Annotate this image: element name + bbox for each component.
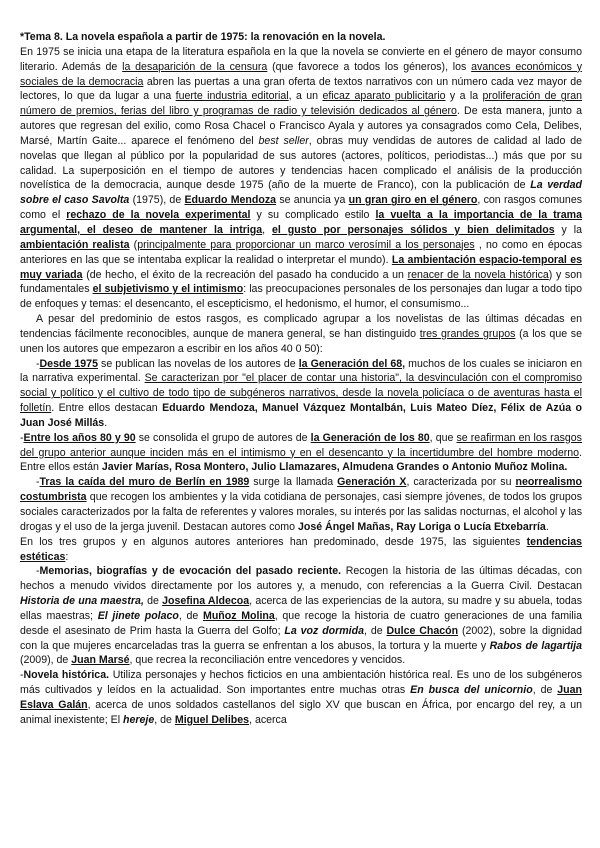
document-title: *Tema 8. La novela española a partir de 1975: la renovación en la novela. <box>20 31 386 43</box>
paragraph-group-generation-68 <box>20 357 582 431</box>
paragraph-intro <box>20 45 582 312</box>
text-run: Memorias, biografías y de evocación del pasado reciente. <box>39 565 342 578</box>
text-run: y a la <box>445 90 483 103</box>
text-run: (que favorece a todos los géneros), los <box>267 60 472 73</box>
text-run: , a un <box>288 90 323 103</box>
text-run: Novela histórica. <box>23 669 110 682</box>
text-run: , de <box>364 624 387 637</box>
text-run: . Entre ellos destacan <box>51 402 163 415</box>
text-run: Dulce Chacón <box>386 624 459 637</box>
text-run: , de <box>178 609 203 622</box>
text-run: Juan Marsé <box>71 654 130 667</box>
text-run: La voz dormida <box>284 624 364 637</box>
text-run: , de <box>532 684 558 697</box>
text-run: , obras muy vendidas de autores de calidad al lado de novelas que llegan al público por la popularidad de sus autores (actores, políticos, periodistas...) más que por su calidad. La superposición en el tiempo de autores y tendencias hacen complicado el análisis de la producción novelística de la democracia, aunque desde 1975 (año de la muerte de Franco), con la publicación de <box>20 134 583 192</box>
text-run: surge la llamada <box>249 476 338 489</box>
text-run: la Generación de los 80 <box>310 431 430 444</box>
text-run: que recogen los ambientes y la vida cotidiana de personajes, casi siempre jóvenes, de todos los grupos sociales caracterizados por la falta de referentes y valores morales, su interés por las salidas nocturnas, el alcohol y las drogas y el uso de la jerga juvenil. Destacan autores como <box>20 491 582 533</box>
text-run: y su complicado estilo <box>250 209 376 222</box>
text-run: . Entre ellos están <box>20 446 582 474</box>
text-run: ) y son fundamentales <box>20 268 583 296</box>
paragraph-trend-novela-historica <box>20 668 582 727</box>
text-run: se anuncia ya <box>276 194 349 207</box>
paragraph-groups-intro <box>20 312 582 357</box>
text-run: , que recrea la reconciliación entre vencedores y vencidos. <box>129 654 406 667</box>
text-run: , con rasgos comunes como el <box>20 194 583 222</box>
text-run: la vuelta a la importancia de la trama argumental, el deseo de mantener la intriga <box>20 209 582 236</box>
text-run: ambientación realista <box>20 238 130 251</box>
text-run: Se caracterizan por "el placer de contar una historia", la desvinculación con el compromiso social y político y el cultivo de todo tipo de subgéneros narrativos, desde la novela policíaca o de aventuras hasta el folletín <box>20 372 582 415</box>
text-run: rechazo de la novela experimental <box>66 209 251 222</box>
text-run: un gran giro en el género <box>348 194 478 207</box>
text-run: (a los que se unen los autores que empezaron a escribir en los años 40 0 50): <box>20 327 582 355</box>
text-run: En busca del unicornio <box>410 684 533 697</box>
text-run: Tras la caída del muro de Berlín en 1989 <box>39 476 250 489</box>
text-run: El jinete polaco <box>97 609 179 622</box>
text-run: (2002), sobre la dignidad con la que mujeres encarceladas tras la guerra se enfrentan a los abusos, la tortura y la muerte y <box>20 624 583 652</box>
text-run: Juan Eslava Galán <box>20 684 583 711</box>
text-run: (1975), de <box>129 194 185 207</box>
text-run: se reafirman en los rasgos del grupo anterior aunque inciden más en el intimismo y en el desencanto y la incertidumbre del hombre moderno <box>20 431 582 459</box>
text-run: , caracterizada por su <box>406 476 516 489</box>
text-run: y la <box>554 223 582 236</box>
text-run: eficaz aparato publicitario <box>322 90 446 103</box>
text-run: Javier Marías, Rosa Montero, Julio Llamazares, Almudena Grandes o Antonio Muñoz Molina. <box>101 461 568 474</box>
text-run: (de hecho, el éxito de la recreación del pasado ha conducido a un <box>82 268 408 281</box>
text-run: tres grandes grupos <box>419 327 516 340</box>
paragraph-group-generation-x <box>20 475 582 534</box>
text-run: - <box>36 565 40 578</box>
text-run: la Generación del 68, <box>298 357 406 370</box>
text-run: . De esta manera, junto a autores que regresan del exilio, como Rosa Chacel o Francisco Ayala y autores ya consagrados como Cela, Delibes, Marsé, Martín Gaite... aparece el fenómeno del <box>20 105 583 147</box>
text-run: hereje <box>123 713 155 726</box>
text-run: En 1975 se inicia una etapa de la literatura española en la que la novela se convierte en el género de mayor consumo literario. Además de <box>20 45 582 73</box>
text-run: , acerca de unos soldados castellanos del siglo XV que buscan en África, por encargo del rey, a un animal inexistente; El <box>20 698 582 726</box>
text-run: Josefina Aldecoa <box>162 595 250 608</box>
text-run: La verdad sobre el caso Savolta <box>20 179 582 207</box>
text-run: , de <box>154 713 175 726</box>
text-run: En los tres grupos y en algunos autores anteriores han predominado, desde 1975, las siguientes <box>20 535 527 548</box>
text-run: , acerca <box>249 713 287 726</box>
text-run: el gusto por personajes sólidos y bien delimitados <box>272 223 555 236</box>
text-run: se consolida el grupo de autores de <box>135 431 311 444</box>
text-run: abren las puertas a una gran oferta de textos narrativos con un número cada vez mayor de lectores, lo que da lugar a una <box>20 75 583 103</box>
text-run: tendencias estéticas <box>20 535 582 563</box>
text-run: Generación X <box>337 476 407 489</box>
text-run: José Ángel Mañas, Ray Loriga o Lucía Etxebarría <box>297 520 546 533</box>
text-run: : <box>65 550 69 563</box>
text-run: , acerca de las experiencias de la autora, su madre y su abuela, todas ellas maestras; <box>20 595 582 622</box>
text-run: La ambientación espacio-temporal es muy variada <box>20 253 582 281</box>
text-run: principalmente para proporcionar un marco verosímil a los personajes <box>137 238 475 251</box>
text-run: Rabos de lagartija <box>489 639 582 652</box>
text-run: muchos de los cuales se iniciaron en la narrativa experimental. <box>20 357 583 385</box>
text-run: ( <box>129 238 138 251</box>
text-run: fuerte industria editorial <box>175 90 289 103</box>
text-run: (2009), de <box>20 654 72 667</box>
text-run: de <box>143 595 163 608</box>
text-run: proliferación de gran número de premios, ferias del libro y programas de radio y televisión dedicados al género <box>20 90 583 118</box>
text-run: Miguel Delibes <box>174 713 250 726</box>
paragraph-trends-intro <box>20 535 582 565</box>
text-run: Recogen la historia de las últimas décadas, con hechos a menudo vividos directamente por los autores y, a menudo, con referencias a la Guerra Civil. Destacan <box>20 565 582 593</box>
text-run: , <box>262 223 273 236</box>
text-run: : las preocupaciones personales de los personajes dan lugar a todo tipo de enfoques y temas: el desencanto, el escepticismo, el hedonismo, el humor, el consumismo... <box>20 283 582 311</box>
paragraph-trend-memorias <box>20 564 582 668</box>
text-run: - <box>36 476 40 489</box>
text-run: , que <box>429 431 457 444</box>
text-run: - <box>20 669 24 682</box>
text-run: Utiliza personajes y hechos ficticios en una ambientación histórica real. Es uno de los subgéneros más cultivados y leídos en la actualidad. Son importantes entre muchas otras <box>20 669 583 697</box>
text-run: renacer de la novela histórica <box>407 268 549 281</box>
text-run: neorrealismo costumbrista <box>20 476 583 504</box>
text-run: el subjetivismo y el intimismo <box>92 283 244 296</box>
text-run: best seller <box>258 134 309 147</box>
text-run: Desde 1975 <box>39 357 98 370</box>
text-run: Eduardo Mendoza <box>184 194 277 207</box>
text-run: se publican las novelas de los autores de <box>97 357 299 370</box>
text-run: . <box>545 520 549 533</box>
text-run: la desaparición de la censura <box>122 60 268 73</box>
text-run: . <box>104 416 108 429</box>
text-run: A pesar del predominio de estos rasgos, es complicado agrupar a los novelistas de las últimas décadas en tendencias fácilmente reconocibles, aunque de manera general, se han distinguido <box>20 313 582 340</box>
text-run: , no como en épocas anteriores en las que se intentaba explicar la realidad o interpretar el mundo). <box>20 238 582 266</box>
text-run: Historia de una maestra, <box>20 595 144 608</box>
text-run: Entre los años 80 y 90 <box>23 431 136 444</box>
text-run: avances económicos y sociales de la democracia <box>20 60 583 88</box>
paragraph-group-generation-80 <box>20 431 582 476</box>
text-run: , que recoge la historia de cuatro generaciones de una familia desde el asesinato de Prim hasta la Guerra del Golfo; <box>20 609 582 637</box>
text-run: Eduardo Mendoza, Manuel Vázquez Montalbán, Luis Mateo Díez, Félix de Azúa o Juan José Millás <box>20 402 582 429</box>
text-run: - <box>36 357 40 370</box>
text-run: Muñoz Molina <box>203 609 275 622</box>
text-run: - <box>20 431 24 444</box>
